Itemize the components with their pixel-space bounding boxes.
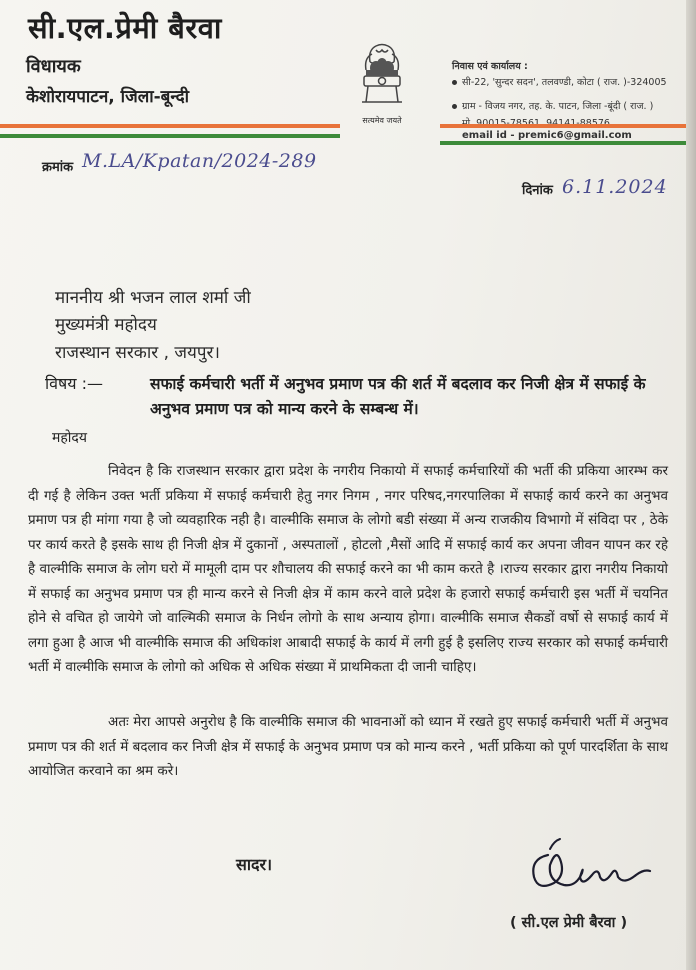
subject-label: विषय :— bbox=[45, 374, 104, 393]
mla-name: सी.एल.प्रेमी बैरवा bbox=[28, 11, 222, 45]
reference-label: क्रमांक bbox=[42, 160, 74, 175]
signatory-name: ( सी.एल प्रेमी बैरवा ) bbox=[510, 915, 628, 931]
address-heading: निवास एवं कार्यालय : bbox=[452, 61, 528, 72]
bullet-icon bbox=[452, 80, 457, 85]
address-line-2-text: ग्राम - विजय नगर, तह. के. पाटन, जिला -बूंदी ( राज. ) bbox=[462, 101, 654, 112]
date-value: 6.11.2024 bbox=[562, 176, 668, 198]
subject-text: सफाई कर्मचारी भर्ती में अनुभव प्रमाण पत्र की शर्त में बदलाव कर निजी क्षेत्र में सफाई के अनुभव प्रमाण पत्र को मान्य करने के सम्बन्ध में। bbox=[150, 375, 646, 418]
mla-constituency: केशोरायपाटन, जिला-बून्दी bbox=[26, 87, 190, 107]
green-band bbox=[0, 134, 340, 138]
state-emblem bbox=[346, 40, 418, 126]
saffron-band bbox=[0, 124, 340, 128]
lion-capital-icon bbox=[346, 40, 418, 114]
address-line-2 bbox=[452, 99, 653, 112]
recipient-designation: मुख्यमंत्री महोदय bbox=[55, 315, 157, 335]
email-address: email id - premic6@gmail.com bbox=[462, 130, 632, 141]
body-paragraph-1-text: निवेदन है कि राजस्थान सरकार द्वारा प्रदेश के नगरीय निकायो में सफाई कर्मचारियों की भर्ती की प्रकिया आरम्भ कर दी गई है लेकिन उक्त भर्ती प्रकिया में सफाई कर्मचारी हेतु नगर निगम , नगर परिषद,नगरपालिका में सफाई कार्य करने का अनुभव प्रमाण पत्र ही मांगा गया है जो व्यवहारिक नही है। वाल्मीकि समाज के लोगो बडी संख्या में अन्य राजकीय विभागो में संविदा पर , ठेके पर कार्य करते है इसके साथ ही निजी क्षेत्र में दुकानों , अस्पतालों , होटलो ,मैसों आदि में सफाई कार्य कर अपना जीवन यापन कर रहे है वाल्मीकि समाज के लोग घरो में मामूली दाम पर शौचालय की सफाई करने का भी काम करते है ।राज्य सरकार द्वारा नगरीय निकायो में सफाई का अनुभव प्रमाण पत्र ही मान्य करने से निजी क्षेत्र में काम करने वाले प्रदेश के हजारो सफाई कर्मचारी इस भर्ती में चयनित होने से वचित हो जायेगे जो वाल्मिकी समाज के निर्धन लोगो के साथ अन्याय होगा। वाल्मीकि समाज सैकडों वर्षो से सफाई कार्य में लगा हुआ है आज भी वाल्मीकि समाज की अधिकांश आबादी सफाई के कार्य में लगी हुई है इसलिए राज्य सरकार को सफाई कर्मचारी भर्ती में वाल्मीकि समाज के लोगो को अधिक से अधिक संख्या में प्राथमिकता दी जानी चाहिए। bbox=[28, 463, 668, 675]
recipient-name: माननीय श्री भजन लाल शर्मा जी bbox=[55, 288, 251, 308]
mla-designation: विधायक bbox=[26, 56, 81, 77]
address-line-1 bbox=[452, 75, 667, 88]
handwritten-signature bbox=[520, 825, 670, 905]
salutation: महोदय bbox=[52, 430, 87, 446]
date-label: दिनांक bbox=[522, 183, 553, 198]
valediction: सादर। bbox=[236, 855, 273, 874]
bullet-icon bbox=[452, 104, 457, 109]
green-band-right bbox=[440, 141, 696, 145]
recipient-office: राजस्थान सरकार , जयपुर। bbox=[55, 343, 220, 363]
body-paragraph-2-text: अतः मेरा आपसे अनुरोध है कि वाल्मीकि समाज की भावनाओं को ध्यान में रखते हुए सफाई कर्मचारी भर्ती में अनुभव प्रमाण पत्र की शर्त में बदलाव कर निजी क्षेत्र में सफाई के अनुभव प्रमाण पत्र को मान्य करने , भर्ती प्रकिया को पूर्ण पारदर्शिता के साथ आयोजित करवाने का श्रम करे। bbox=[28, 714, 668, 779]
emblem-motto: सत्यमेव जयते bbox=[362, 116, 402, 125]
body-paragraph-1 bbox=[28, 459, 668, 680]
address-line-1-text: सी-22, 'सुन्दर सदन', तलवण्डी, कोटा ( राज. )-324005 bbox=[462, 77, 667, 88]
page-edge-shadow bbox=[686, 0, 696, 970]
body-paragraph-2 bbox=[28, 710, 668, 784]
reference-number: M.LA/Kpatan/2024-289 bbox=[82, 150, 317, 172]
saffron-band-right bbox=[440, 124, 696, 128]
